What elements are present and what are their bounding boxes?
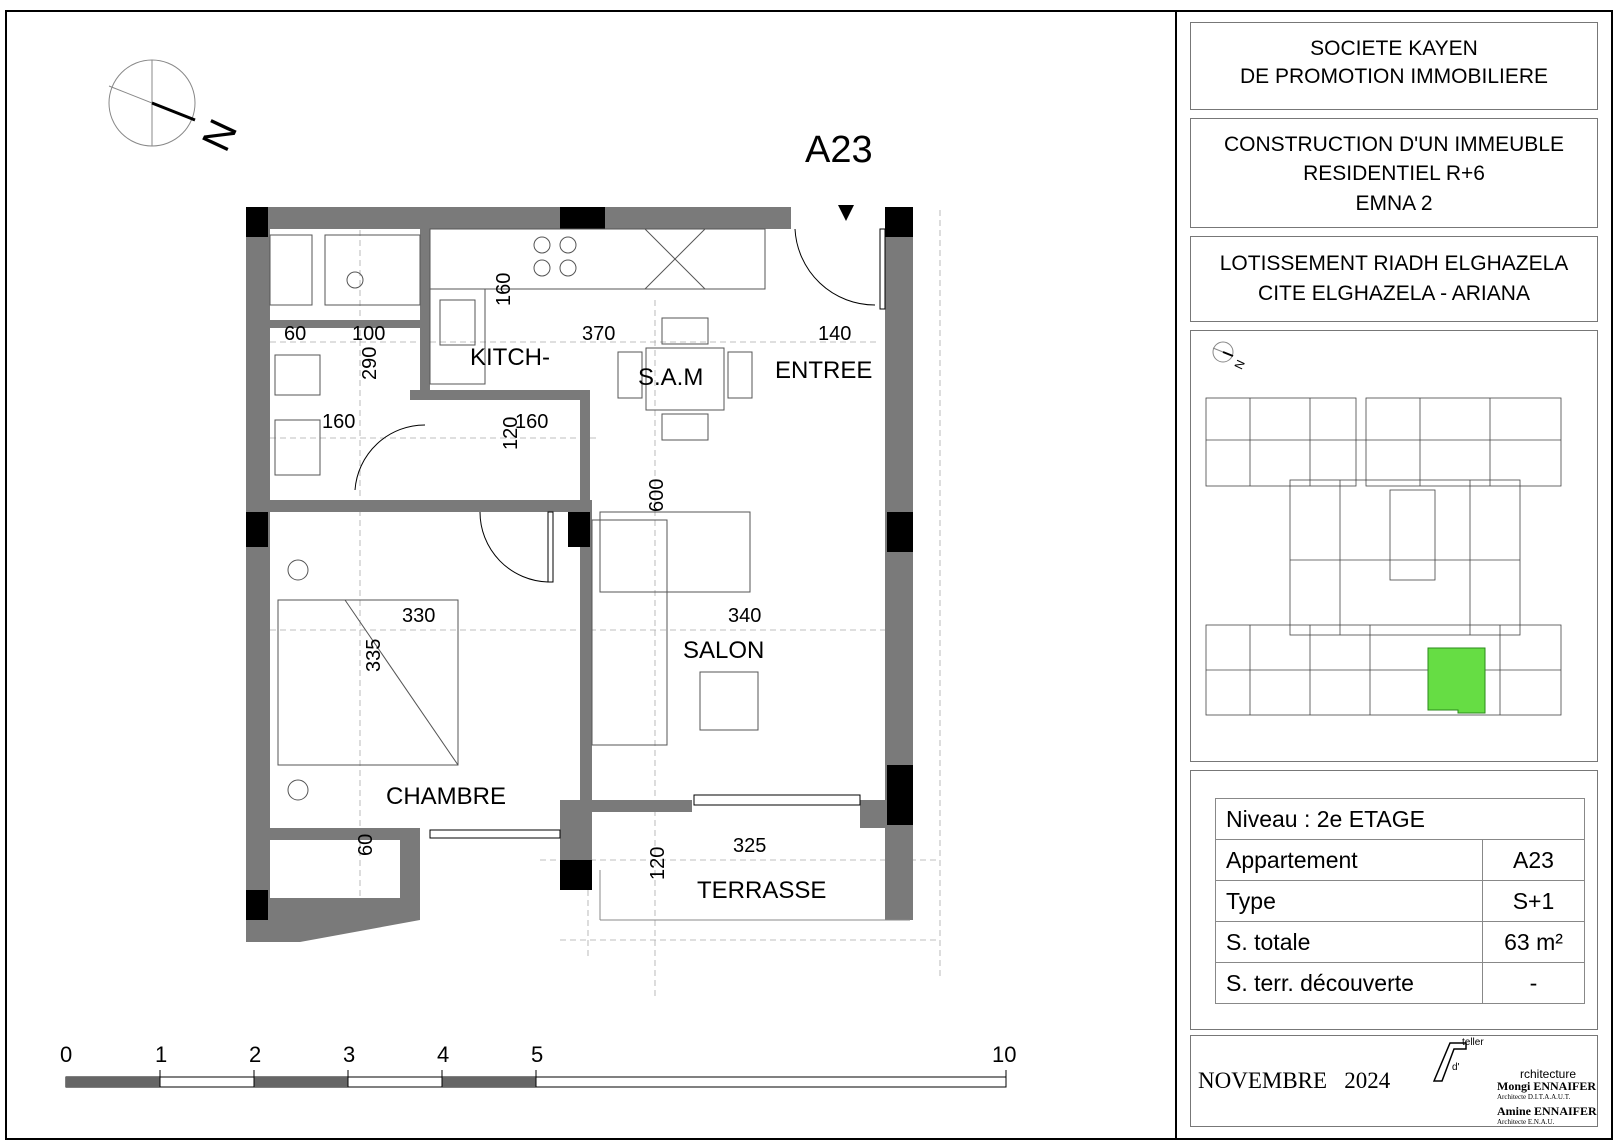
room-kitchen: KITCH- — [470, 344, 550, 371]
table-row — [1216, 799, 1585, 840]
room-chambre: CHAMBRE — [386, 783, 507, 810]
scale-tick-label: 4 — [437, 1042, 450, 1067]
scale-tick-label: 10 — [992, 1042, 1017, 1067]
dimension-label: 140 — [818, 323, 852, 345]
key-plan-north-label: N — [1231, 357, 1248, 372]
architect-name-2: Amine ENNAIFER — [1497, 1104, 1597, 1118]
project-line-3: EMNA 2 — [1355, 192, 1433, 215]
logo-word-teller: teller — [1462, 1037, 1484, 1048]
title-block-divider — [1175, 10, 1177, 1140]
architect-name-1: Mongi ENNAIFER — [1497, 1079, 1597, 1093]
dimension-label: 120 — [647, 846, 669, 880]
dimension-label: 600 — [646, 478, 668, 512]
company-line-2: DE PROMOTION IMMOBILIERE — [1239, 65, 1549, 88]
table-row — [1216, 881, 1585, 922]
scale-tick-label: 0 — [60, 1042, 73, 1067]
dimension-label: 160 — [515, 411, 549, 433]
dimension-label: 370 — [582, 323, 616, 345]
unit-info-table — [1215, 798, 1585, 1004]
row-value: S+1 — [1483, 881, 1585, 922]
row-value: 63 m² — [1483, 922, 1585, 963]
scale-tick-label: 5 — [531, 1042, 544, 1067]
bathroom-fixtures — [270, 235, 420, 475]
key-plan — [1190, 330, 1598, 762]
scale-tick-label: 2 — [249, 1042, 262, 1067]
row-value: A23 — [1483, 840, 1585, 881]
dimension-label: 100 — [352, 323, 386, 345]
unit-label: A23 — [805, 129, 873, 171]
walls — [246, 207, 913, 942]
dimension-label: 335 — [363, 638, 385, 672]
key-plan-unit-highlight — [1428, 648, 1485, 713]
logo-word-architecture: rchitecture — [1520, 1067, 1577, 1081]
architect-title-2: Architecte E.N.A.U. — [1497, 1118, 1555, 1126]
company-line-1: SOCIETE KAYEN — [1310, 37, 1478, 60]
row-value: - — [1483, 963, 1585, 1004]
scale-tick-label: 1 — [155, 1042, 168, 1067]
room-entree: ENTREE — [775, 357, 873, 384]
row-label: Type — [1216, 881, 1483, 922]
location-line-1: LOTISSEMENT RIADH ELGHAZELA — [1219, 252, 1569, 275]
row-label: S. terr. découverte — [1216, 963, 1483, 1004]
compass-icon — [109, 60, 195, 146]
table-row — [1216, 840, 1585, 881]
logo-word-d: d' — [1452, 1062, 1460, 1073]
project-line-1: CONSTRUCTION D'UN IMMEUBLE — [1223, 133, 1565, 156]
room-salon: SALON — [683, 637, 765, 664]
dimension-label: 160 — [493, 272, 515, 306]
room-sam: S.A.M — [638, 364, 704, 391]
row-label: Appartement — [1216, 840, 1483, 881]
key-plan-building — [1206, 398, 1561, 715]
scale-tick-label: 3 — [343, 1042, 356, 1067]
entry-arrow-icon — [838, 205, 854, 221]
north-label: N — [194, 112, 247, 158]
project-line-2: RESIDENTIEL R+6 — [1303, 162, 1485, 185]
dimension-label: 290 — [359, 346, 381, 380]
doors — [355, 229, 885, 582]
dimension-label: 60 — [284, 323, 307, 345]
location-box — [1190, 236, 1598, 322]
dimension-label: 325 — [733, 835, 767, 857]
dimension-label: 60 — [355, 833, 377, 856]
table-row — [1216, 963, 1585, 1004]
dimension-label: 160 — [322, 411, 356, 433]
architect-title-1: Architecte D.I.T.A.A.U.T. — [1497, 1093, 1571, 1101]
row-label: S. totale — [1216, 922, 1483, 963]
bed — [278, 560, 458, 800]
room-terrasse: TERRASSE — [697, 877, 827, 904]
sofa — [592, 512, 758, 745]
key-plan-compass-icon — [1213, 342, 1233, 362]
dimension-label: 330 — [402, 605, 436, 627]
table-row — [1216, 922, 1585, 963]
dimension-label: 120 — [500, 416, 522, 450]
location-line-2: CITE ELGHAZELA - ARIANA — [1258, 282, 1530, 305]
date-label: NOVEMBRE 2024 — [1198, 1068, 1391, 1093]
scale-bar — [66, 1070, 1006, 1087]
level-label: Niveau : 2e ETAGE — [1216, 799, 1585, 840]
dimension-label: 340 — [728, 605, 762, 627]
